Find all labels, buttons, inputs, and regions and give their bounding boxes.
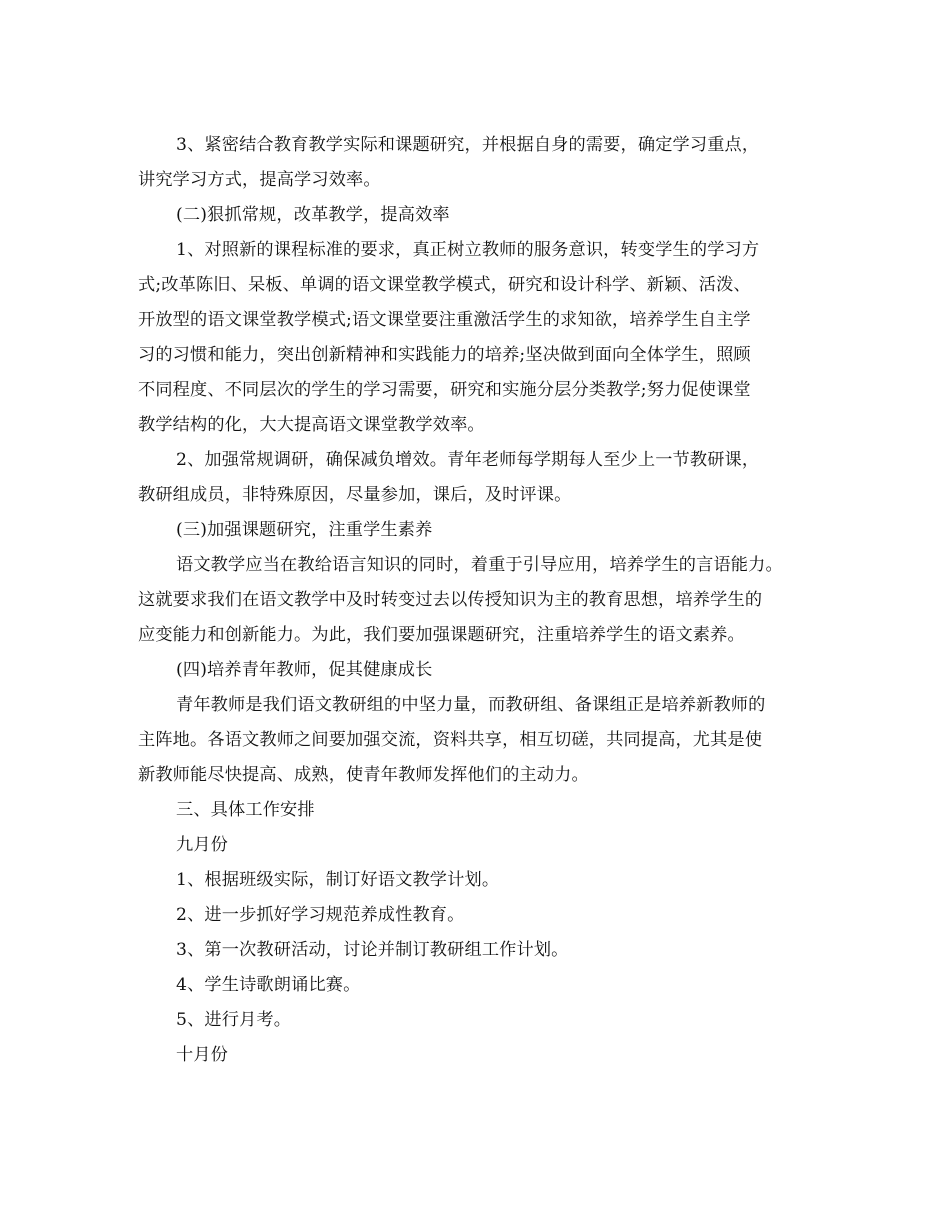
document-body (138, 128, 828, 1073)
month-heading: 十月份 (176, 1045, 229, 1065)
paragraph-line: 习的习惯和能力，突出创新精神和实践能力的培养;坚决做到面向全体学生，照顾 (138, 345, 751, 365)
list-item: 5、进行月考。 (176, 1010, 292, 1030)
paragraph-line: 应变能力和创新能力。为此，我们要加强课题研究，注重培养学生的语文素养。 (138, 625, 745, 645)
list-item: 1、根据班级实际，制订好语文教学计划。 (176, 870, 500, 890)
section-heading: (四)培养青年教师，促其健康成长 (176, 660, 433, 680)
section-heading: (二)狠抓常规，改革教学，提高效率 (176, 205, 450, 225)
paragraph-line: 2、加强常规调研，确保减负增效。青年老师每学期每人至少上一节教研课， (176, 450, 760, 470)
paragraph-line: 青年教师是我们语文教研组的中坚力量，而教研组、备课组正是培养新教师的 (176, 695, 766, 715)
paragraph-line: 教学结构的化，大大提高语文课堂教学效率。 (138, 415, 485, 435)
paragraph-line: 新教师能尽快提高、成熟，使青年教师发挥他们的主动力。 (138, 765, 589, 785)
paragraph-line: 教研组成员，非特殊原因，尽量参加，课后，及时评课。 (138, 485, 572, 505)
list-item: 4、学生诗歌朗诵比赛。 (176, 975, 361, 995)
section-heading: 三、具体工作安排 (176, 800, 315, 820)
section-heading: (三)加强课题研究，注重学生素养 (176, 520, 433, 540)
month-heading: 九月份 (176, 835, 229, 855)
paragraph-line: 不同程度、不同层次的学生的学习需要，研究和实施分层分类教学;努力促使课堂 (138, 380, 751, 400)
paragraph-line: 3、紧密结合教育教学实际和课题研究，并根据自身的需要，确定学习重点， (176, 135, 760, 155)
paragraph-line: 主阵地。各语文教师之间要加强交流，资料共享，相互切磋，共同提高，尤其是使 (138, 730, 763, 750)
paragraph-line: 式;改革陈旧、呆板、单调的语文课堂教学模式，研究和设计科学、新颖、活泼、 (138, 275, 751, 295)
paragraph-line: 开放型的语文课堂教学模式;语文课堂要注重激活学生的求知欲，培养学生自主学 (138, 310, 751, 330)
paragraph-line: 讲究学习方式，提高学习效率。 (138, 170, 381, 190)
list-item: 2、进一步抓好学习规范养成性教育。 (176, 905, 465, 925)
list-item: 3、第一次教研活动，讨论并制订教研组工作计划。 (176, 940, 569, 960)
paragraph-line: 1、对照新的课程标准的要求，真正树立教师的服务意识，转变学生的学习方 (176, 240, 760, 260)
paragraph-line: 语文教学应当在教给语言知识的同时，着重于引导应用，培养学生的言语能力。 (176, 555, 783, 575)
paragraph-line: 这就要求我们在语文教学中及时转变过去以传授知识为主的教育思想，培养学生的 (138, 590, 763, 610)
